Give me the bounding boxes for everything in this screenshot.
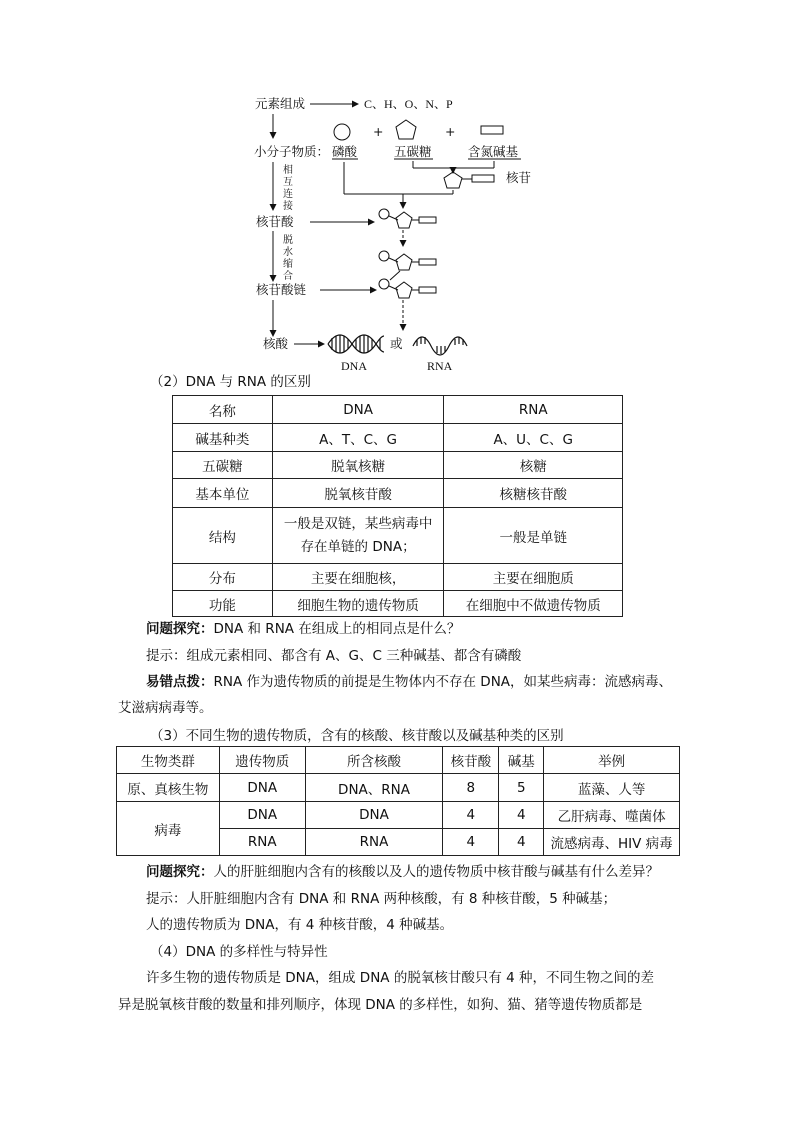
table-cell: 结构 — [173, 508, 273, 564]
dna-double-helix-icon — [328, 335, 384, 353]
table-header: 核苷酸 — [443, 747, 499, 774]
nucleoside-pentagon-icon — [444, 172, 462, 188]
table-cell: 原、真核生物 — [117, 774, 220, 802]
table-cell: 五碳糖 — [173, 452, 273, 479]
table-cell: 在细胞中不做遗传物质 — [444, 591, 623, 617]
table-cell: DNA、RNA — [305, 774, 443, 802]
table-header: DNA — [272, 396, 444, 424]
base-rect-icon — [481, 126, 503, 134]
table-cell: 细胞生物的遗传物质 — [272, 591, 444, 617]
table-row — [173, 564, 623, 591]
table-row — [173, 452, 623, 479]
table-header: 生物类群 — [117, 747, 220, 774]
table-cell: 主要在细胞质 — [444, 564, 623, 591]
elements-text: C、H、O、N、P — [364, 97, 453, 111]
label-base: 含氮碱基 — [468, 144, 519, 159]
table-cell: 流感病毒、HIV 病毒 — [544, 829, 680, 856]
label-nucleic-acid: 核酸 — [263, 336, 289, 351]
table-cell: 病毒 — [117, 802, 220, 856]
error-tip-cont: 艾滋病病毒等。 — [118, 700, 213, 716]
question-label: 问题探究： — [146, 864, 214, 880]
organism-table — [116, 746, 680, 856]
table-header-row — [173, 396, 623, 424]
table-cell: 4 — [443, 829, 499, 856]
table-cell: 核糖 — [444, 452, 623, 479]
table-cell: 脱氧核糖 — [272, 452, 444, 479]
table-cell: RNA — [219, 829, 305, 856]
table-row — [173, 479, 623, 508]
hint-2a: 提示：人肝脏细胞内含有 DNA 和 RNA 两种核酸，有 8 种核苷酸，5 种碱基； — [146, 891, 617, 907]
table-cell: 乙肝病毒、噬菌体 — [544, 802, 680, 829]
hint-1: 提示：组成元素相同、都含有 A、G、C 三种碱基、都含有磷酸 — [146, 648, 522, 664]
connect-char: 接 — [283, 201, 293, 212]
table-row — [173, 508, 623, 564]
tip-text: RNA 作为遗传物质的前提是生物体内不存在 DNA，如某些病毒：流感病毒、 — [213, 674, 673, 690]
cell-line: 存在单链的 DNA； — [300, 538, 416, 555]
table-cell: 碱基种类 — [173, 424, 273, 452]
label-nucleoside: 核苷 — [506, 170, 532, 185]
cell-line: 一般是双链，某些病毒中 — [283, 515, 433, 532]
table-cell: 4 — [499, 829, 544, 856]
connect-char: 相 — [283, 165, 293, 176]
label-dna: DNA — [341, 359, 367, 370]
dna-rna-table — [172, 395, 623, 617]
table-header: 所含核酸 — [305, 747, 443, 774]
table-header: 碱基 — [499, 747, 544, 774]
nucleic-acid-diagram — [240, 88, 540, 370]
question-2 — [146, 863, 659, 881]
chain-pentose-icon — [396, 254, 412, 270]
tip-label: 易错点拨： — [146, 674, 214, 690]
hint-2b: 人的遗传物质为 DNA，有 4 种核苷酸，4 种碱基。 — [146, 917, 454, 933]
table-header: 遗传物质 — [219, 747, 305, 774]
table-row — [117, 774, 680, 802]
svg-text:+: + — [373, 124, 384, 139]
label-or: 或 — [390, 336, 403, 351]
section4-title: （4）DNA 的多样性与特异性 — [150, 944, 328, 960]
table-header-row — [117, 747, 680, 774]
label-rna: RNA — [427, 359, 453, 370]
question-text: DNA 和 RNA 在组成上的相同点是什么？ — [213, 621, 461, 637]
label-element-composition: 元素组成 — [255, 96, 306, 111]
table-cell: A、U、C、G — [444, 424, 623, 452]
table-row — [117, 802, 680, 829]
table-header: RNA — [444, 396, 623, 424]
table-cell: A、T、C、G — [272, 424, 444, 452]
label-nucleotide-chain: 核苷酸链 — [256, 282, 307, 297]
table-cell: 4 — [443, 802, 499, 829]
rna-single-strand-icon — [413, 337, 467, 355]
pentose-pentagon-icon — [396, 120, 416, 139]
condense-char: 水 — [283, 247, 293, 258]
pentose-icon — [396, 212, 412, 228]
section3-title: （3）不同生物的遗传物质，含有的核酸、核苷酸以及碱基种类的区别 — [150, 728, 564, 744]
base-icon — [419, 217, 436, 223]
table-cell: 8 — [443, 774, 499, 802]
table-row — [173, 424, 623, 452]
table-header: 举例 — [544, 747, 680, 774]
chain-pentose-icon — [396, 282, 412, 298]
svg-text:+: + — [445, 124, 456, 139]
table-cell: 脱氧核苷酸 — [272, 479, 444, 508]
table-cell: DNA — [305, 802, 443, 829]
nucleoside-base-icon — [472, 175, 494, 182]
table-cell: 4 — [499, 802, 544, 829]
connect-char: 互 — [283, 177, 293, 188]
section4-paragraph-line: 许多生物的遗传物质是 DNA，组成 DNA 的脱氧核甘酸只有 4 种，不同生物之间的差 — [146, 970, 655, 986]
phosphate-icon — [379, 209, 389, 219]
table-cell: 基本单位 — [173, 479, 273, 508]
label-pentose: 五碳糖 — [394, 144, 432, 159]
phosphate-circle-icon — [334, 124, 350, 140]
table-cell — [272, 508, 444, 564]
section4-paragraph-line: 异是脱氧核苷酸的数量和排列顺序，体现 DNA 的多样性，如狗、猫、猪等遗传物质都是 — [118, 997, 643, 1013]
question-label: 问题探究： — [146, 621, 214, 637]
table-cell: DNA — [219, 802, 305, 829]
table-cell: 一般是单链 — [444, 508, 623, 564]
table-header: 名称 — [173, 396, 273, 424]
table-cell: RNA — [305, 829, 443, 856]
condense-char: 合 — [283, 271, 293, 282]
table-cell: DNA — [219, 774, 305, 802]
table-cell: 核糖核苷酸 — [444, 479, 623, 508]
table-cell: 功能 — [173, 591, 273, 617]
table-cell: 分布 — [173, 564, 273, 591]
question-text: 人的肝脏细胞内含有的核酸以及人的遗传物质中核苷酸与碱基有什么差异？ — [213, 864, 659, 880]
error-tip — [146, 673, 672, 691]
table-row — [173, 591, 623, 617]
condense-char: 缩 — [283, 259, 293, 270]
section2-title: （2）DNA 与 RNA 的区别 — [150, 374, 311, 390]
label-nucleotide: 核苷酸 — [256, 214, 294, 229]
table-cell: 主要在细胞核， — [272, 564, 444, 591]
connect-char: 连 — [283, 189, 293, 200]
condense-char: 脱 — [283, 235, 293, 246]
table-cell: 5 — [499, 774, 544, 802]
label-small-molecule: 小分子物质： — [254, 144, 330, 159]
question-1 — [146, 620, 460, 638]
label-phosphate: 磷酸 — [332, 144, 358, 159]
table-cell: 蓝藻、人等 — [544, 774, 680, 802]
